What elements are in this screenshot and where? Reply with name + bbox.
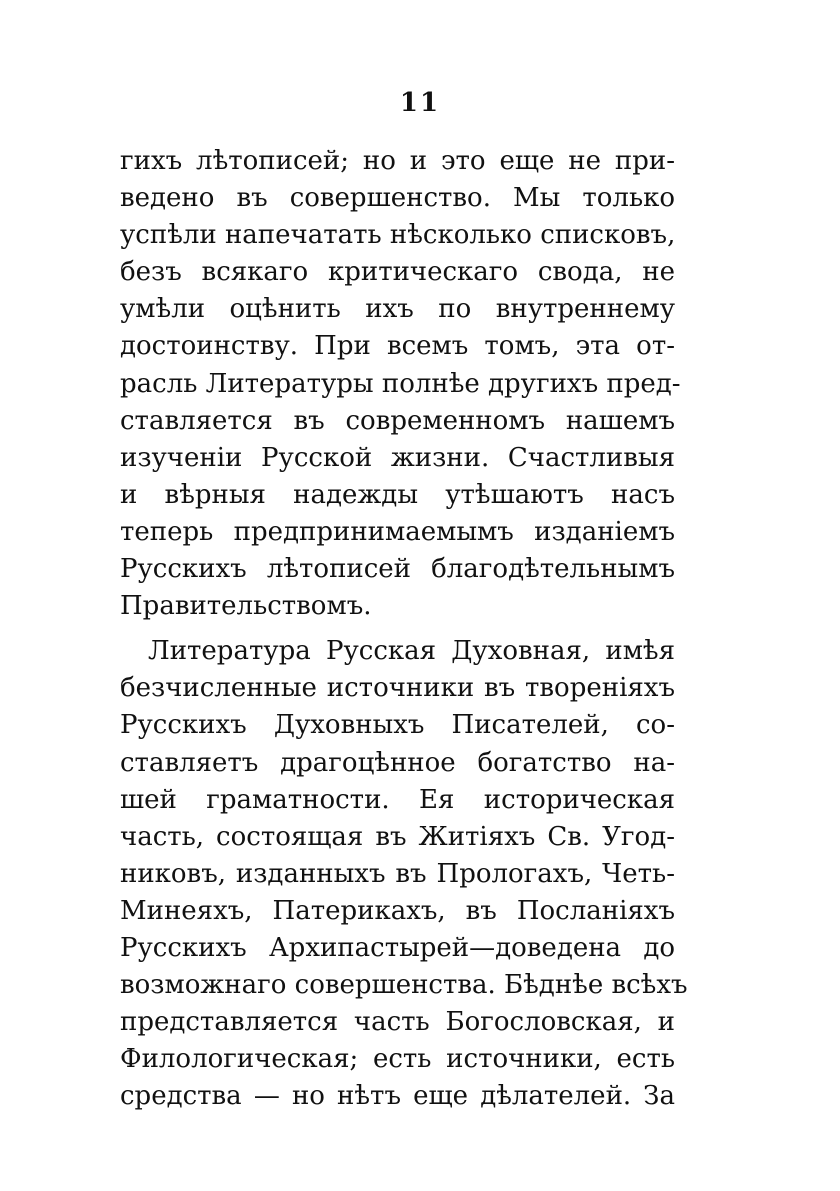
text-line: шей граматности. Ея историческая	[120, 784, 675, 815]
text-line: расль Литературы полнѣе другихъ пред-	[120, 368, 681, 399]
text-line: успѣли напечатать нѣсколько списковъ,	[120, 220, 676, 251]
text-line: никовъ, изданныхъ въ Прологахъ, Четь-	[120, 858, 675, 889]
text-line: Литература Русская Духовная, имѣя	[148, 636, 675, 667]
text-line: часть, состоящая въ Житіяхъ Св. Угод-	[120, 821, 675, 852]
text-line: Русскихъ лѣтописей благодѣтельнымъ	[120, 554, 675, 585]
text-line: ведено въ совершенство. Мы только	[120, 183, 675, 214]
text-line: возможнаго совершенства. Бѣднѣе всѣхъ	[120, 970, 688, 1001]
text-line: средства — но нѣтъ еще дѣлателей. За	[120, 1081, 675, 1112]
text-line: и вѣрныя надежды утѣшаютъ насъ	[120, 479, 675, 510]
paragraph-2	[120, 633, 688, 1115]
text-line: умѣли оцѣнить ихъ по внутреннему	[120, 294, 675, 325]
text-line: Русскихъ Духовныхъ Писателей, со-	[120, 710, 675, 741]
body-text	[120, 143, 688, 1115]
text-line: Правительствомъ.	[120, 591, 372, 622]
text-line: изученіи Русской жизни. Счастливыя	[120, 442, 675, 473]
text-line: представляется часть Богословская, и	[120, 1007, 675, 1038]
text-line: Филологическая; есть источники, есть	[120, 1044, 675, 1075]
text-line: ставляется въ современномъ нашемъ	[120, 405, 675, 436]
page-number: 11	[399, 88, 441, 118]
text-line: гихъ лѣтописей; но и это еще не при-	[120, 146, 675, 176]
text-line: теперь предпринимаемымъ изданіемъ	[120, 516, 675, 547]
text-line: достоинству. При всемъ томъ, эта от-	[120, 331, 675, 362]
text-line: безъ всякаго критическаго свода, не	[120, 257, 675, 288]
text-line: безчисленные источники въ твореніяхъ	[120, 673, 675, 704]
paragraph-1	[120, 143, 681, 625]
text-line: Минеяхъ, Патерикахъ, въ Посланіяхъ	[120, 895, 675, 926]
text-line: Русскихъ Архипастырей—доведена до	[120, 932, 675, 963]
text-line: ставляетъ драгоцѣнное богатство на-	[120, 747, 675, 778]
